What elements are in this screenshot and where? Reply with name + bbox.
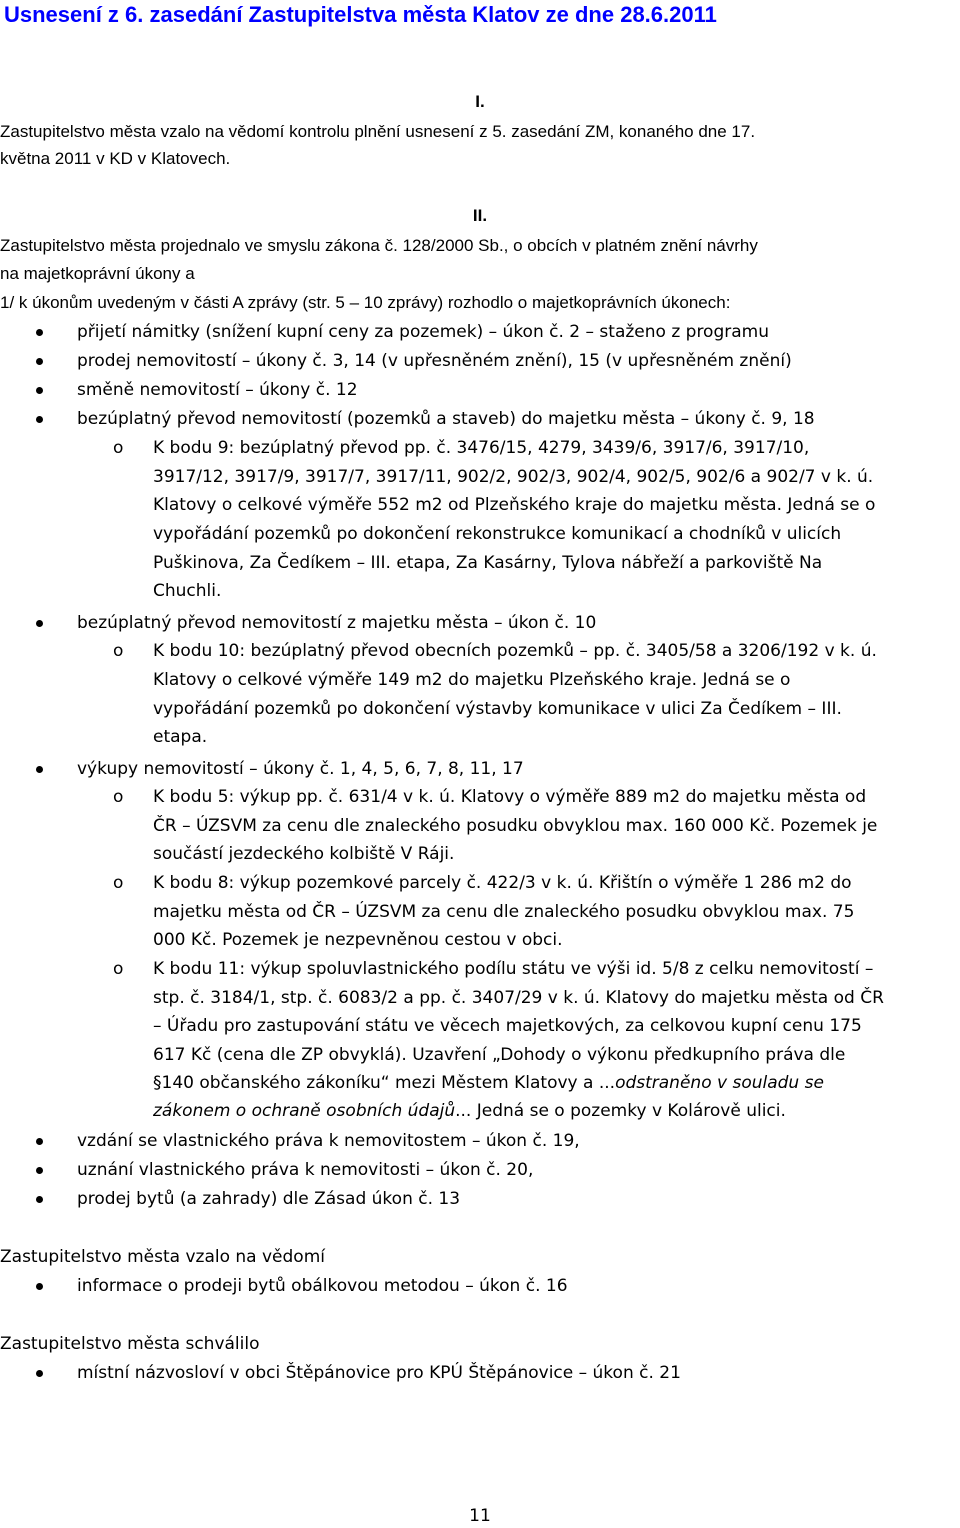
sub-item-line: 3917/12, 3917/9, 3917/7, 3917/11, 902/2, 902/3, 902/4, 902/5, 902/6 a 902/7 v k. ú. <box>153 467 874 487</box>
section-1-heading: I. <box>475 92 485 111</box>
document-title: Usnesení z 6. zasedání Zastupitelstva města Klatov ze dne 28.6.2011 <box>4 2 717 27</box>
bullet-item: prodej nemovitostí – úkony č. 3, 14 (v upřesněném znění), 15 (v upřesněném znění) <box>77 351 792 371</box>
bullet-dot <box>36 1283 43 1290</box>
sub-item-line: Klatovy o celkové výměře 552 m2 od Plzeňského kraje do majetku města. Jedná se o <box>153 495 876 515</box>
bullet-item: vzdání se vlastnického práva k nemovitostem – úkon č. 19, <box>77 1131 580 1151</box>
bullet-dot <box>36 1138 43 1145</box>
bullet-dot <box>36 1370 43 1377</box>
section-2-heading: II. <box>472 206 488 225</box>
bullet-dot <box>36 387 43 394</box>
bullet-item: přijetí námitky (snížení kupní ceny za pozemek) – úkon č. 2 – staženo z programu <box>77 322 769 342</box>
section-2-line-1: Zastupitelstvo města projednalo ve smyslu zákona č. 128/2000 Sb., o obcích v platném znění návrhy <box>0 236 758 255</box>
bullet-item: prodej bytů (a zahrady) dle Zásad úkon č. 13 <box>77 1189 461 1209</box>
bullet-item: místní názvosloví v obci Štěpánovice pro KPÚ Štěpánovice – úkon č. 21 <box>77 1363 681 1383</box>
bullet-item: uznání vlastnického práva k nemovitosti – úkon č. 20, <box>77 1160 534 1180</box>
bullet-item: bezúplatný převod nemovitostí z majetku města – úkon č. 10 <box>77 613 597 633</box>
sub-item-line: – Úřadu pro zastupování státu ve věcech majetkových, za celkovou kupní cenu 175 <box>153 1016 862 1036</box>
sub-item-line <box>153 1100 786 1122</box>
sub-item-line: vypořádání pozemků po dokončení výstavby komunikace v ulici Za Čedíkem – III. <box>153 699 842 719</box>
sub-bullet-marker: o <box>113 787 124 807</box>
sub-item-line: součástí jezdeckého kolbiště V Ráji. <box>153 844 455 864</box>
sub-bullet-marker: o <box>113 641 124 661</box>
sub-item-line: K bodu 11: výkup spoluvlastnického podílu státu ve výši id. 5/8 z celku nemovitostí – <box>153 959 874 979</box>
redaction-note: odstraněno v souladu se <box>615 1073 824 1093</box>
bullet-dot <box>36 1196 43 1203</box>
sub-item-line: stp. č. 3184/1, stp. č. 6083/2 a pp. č. 3407/29 v k. ú. Klatovy do majetku města od ČR <box>153 988 884 1008</box>
page-number: 11 <box>469 1506 491 1526</box>
bullet-item: bezúplatný převod nemovitostí (pozemků a staveb) do majetku města – úkony č. 9, 18 <box>77 409 815 429</box>
sub-item-line: vypořádání pozemků po dokončení rekonstrukce komunikací a chodníků v ulicích <box>153 524 842 544</box>
sub-item-line: Chuchli. <box>153 581 222 601</box>
sub-item-line: K bodu 10: bezúplatný převod obecních pozemků – pp. č. 3405/58 a 3206/192 v k. ú. <box>153 641 877 661</box>
bullet-item: směně nemovitostí – úkony č. 12 <box>77 380 358 400</box>
sub-item-line: Puškinova, Za Čedíkem – III. etapa, Za Kasárny, Tylova nábřeží a parkoviště Na <box>153 553 823 573</box>
sub-item-line: K bodu 5: výkup pp. č. 631/4 v k. ú. Klatovy o výměře 889 m2 do majetku města od <box>153 787 867 807</box>
section-1-line-1: Zastupitelstvo města vzalo na vědomí kontrolu plnění usnesení z 5. zasedání ZM, konaného dne 17. <box>0 122 756 141</box>
sub-item-line: majetku města od ČR – ÚZSVM za cenu dle znaleckého posudku obvyklou max. 75 <box>153 902 855 922</box>
section-2-line-2: na majetkoprávní úkony a <box>0 264 195 283</box>
bullet-dot <box>36 1167 43 1174</box>
approved-heading: Zastupitelstvo města schválilo <box>0 1334 260 1354</box>
bullet-dot <box>36 620 43 627</box>
section-2-line-3: 1/ k úkonům uvedeným v části A zprávy (str. 5 – 10 zprávy) rozhodlo o majetkoprávních úkonech: <box>0 293 731 312</box>
bullet-item: informace o prodeji bytů obálkovou metodou – úkon č. 16 <box>77 1276 568 1296</box>
sub-item-line: 617 Kč (cena dle ZP obvyklá). Uzavření „Dohody o výkonu předkupního práva dle <box>153 1045 846 1065</box>
sub-item-line: K bodu 9: bezúplatný převod pp. č. 3476/15, 4279, 3439/6, 3917/6, 3917/10, <box>153 438 810 458</box>
sub-item-line: K bodu 8: výkup pozemkové parcely č. 422/3 v k. ú. Křištín o výměře 1 286 m2 do <box>153 873 852 893</box>
sub-bullet-marker: o <box>113 959 124 979</box>
sub-bullet-marker: o <box>113 438 124 458</box>
noted-heading: Zastupitelstvo města vzalo na vědomí <box>0 1247 325 1267</box>
sub-item-line: etapa. <box>153 727 208 747</box>
sub-item-line: 000 Kč. Pozemek je nezpevněnou cestou v obci. <box>153 930 563 950</box>
sub-item-line: ČR – ÚZSVM za cenu dle znaleckého posudku obvyklou max. 160 000 Kč. Pozemek je <box>153 816 878 836</box>
redaction-note: zákonem o ochraně osobních údajů <box>153 1101 456 1121</box>
bullet-dot <box>36 766 43 773</box>
bullet-dot <box>36 416 43 423</box>
bullet-dot <box>36 329 43 336</box>
sub-item-text: §140 občanského zákoníku“ mezi Městem Klatovy a ... <box>153 1073 616 1093</box>
bullet-dot <box>36 358 43 365</box>
sub-item-line <box>153 1072 824 1094</box>
bullet-item: výkupy nemovitostí – úkony č. 1, 4, 5, 6, 7, 8, 11, 17 <box>77 759 524 779</box>
sub-item-text: ... Jedná se o pozemky v Kolárově ulici. <box>455 1101 786 1121</box>
sub-bullet-marker: o <box>113 873 124 893</box>
sub-item-line: Klatovy o celkové výměře 149 m2 do majetku Plzeňského kraje. Jedná se o <box>153 670 791 690</box>
section-1-line-2: května 2011 v KD v Klatovech. <box>0 149 231 168</box>
